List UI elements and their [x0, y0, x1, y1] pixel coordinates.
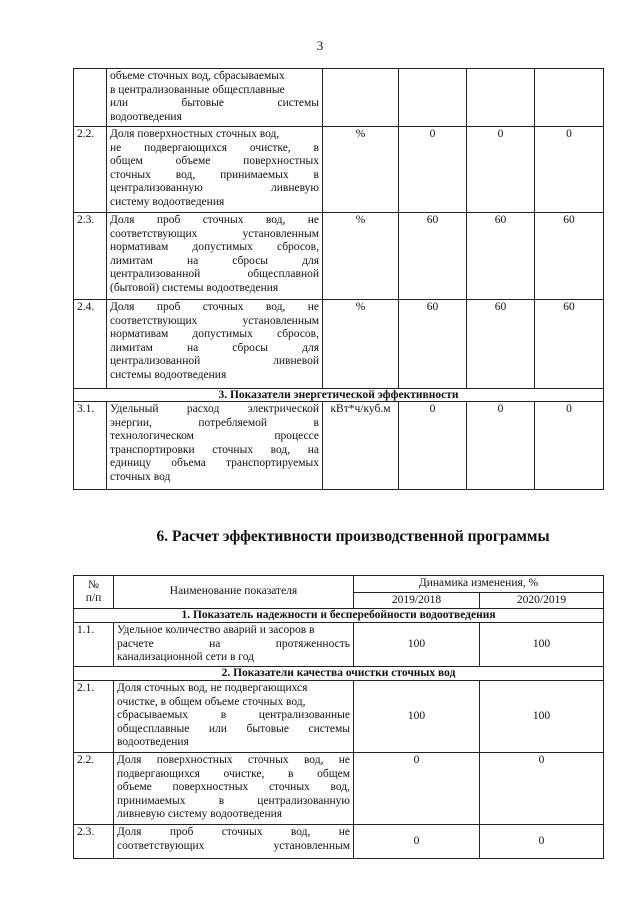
efficiency-table: [73, 575, 604, 859]
header-dynamics: Динамика изменения, %: [354, 576, 604, 593]
value-cell: 0: [480, 825, 604, 859]
value-cell: 0: [535, 402, 604, 490]
text-line: нормативам допустимых сбросов,: [110, 328, 319, 340]
header-col-2019: 2019/2018: [354, 592, 480, 609]
row-num: 2.4.: [74, 300, 107, 389]
table-row: [74, 402, 604, 490]
value-cell: 60: [399, 213, 467, 300]
text-line: энергии, потребляемой в: [110, 416, 319, 429]
row-description: [107, 402, 323, 490]
text-line: централизованной ливневой: [110, 355, 319, 367]
table-row: [74, 623, 604, 667]
row-description: [114, 753, 354, 825]
text-line: транспортировки сточных вод, на: [110, 443, 319, 456]
row-description: [107, 213, 323, 300]
row-num: 2.3.: [74, 213, 107, 300]
unit-cell: %: [323, 127, 399, 213]
value-cell: 100: [480, 623, 604, 667]
text-line: расчете на протяженность: [117, 637, 350, 650]
text-line: не подвергающихся очистке, в: [110, 141, 319, 154]
value-cell: [467, 69, 535, 127]
section-heading: 6. Расчет эффективности производственной программы: [156, 528, 550, 545]
value-cell: 0: [480, 753, 604, 825]
section-header-row: [74, 667, 604, 681]
value-cell: 60: [535, 213, 604, 300]
section-header-row: [74, 609, 604, 623]
text-line: Доля поверхностных сточных вод,: [110, 128, 280, 140]
row-description: [114, 681, 354, 753]
text-line: Доля проб сточных вод, не: [110, 214, 319, 226]
value-cell: 0: [399, 127, 467, 213]
value-cell: [535, 69, 604, 127]
text-line: водоотведения: [117, 736, 189, 748]
text-line: сточных вод, принимаемых в: [110, 168, 319, 181]
text-line: Доля поверхностных сточных вод, не: [117, 754, 350, 766]
text-line: в централизованные общесплавные: [110, 83, 285, 96]
value-cell: 60: [399, 300, 467, 389]
text-line: объеме поверхностных сточных вод,: [117, 781, 350, 793]
text-line: или бытовые системы: [110, 97, 319, 109]
value-cell: 100: [354, 681, 480, 753]
row-description: [107, 127, 323, 213]
row-description: [107, 69, 323, 127]
value-cell: 0: [535, 127, 604, 213]
text-line: Доля проб сточных вод, не: [117, 826, 350, 838]
indicators-table: [73, 68, 604, 490]
unit-cell: %: [323, 213, 399, 300]
value-cell: 100: [480, 681, 604, 753]
unit-cell: кВт*ч/куб.м: [323, 402, 399, 490]
row-description: [107, 300, 323, 389]
value-cell: 60: [467, 213, 535, 300]
header-row: [74, 576, 604, 593]
text-line: централизованную ливневую: [110, 182, 319, 194]
unit-cell: [323, 69, 399, 127]
table-row: [74, 681, 604, 753]
text-line: Удельное количество аварий и засоров в: [117, 624, 315, 636]
text-line: лимитам на сбросы для: [110, 254, 319, 267]
section-header-row: [74, 389, 604, 402]
value-cell: 0: [467, 402, 535, 490]
text-line: Доля проб сточных вод, не: [110, 301, 319, 313]
value-cell: [399, 69, 467, 127]
text-line: канализационной сети в год: [117, 651, 254, 663]
text-line: лимитам на сбросы для: [110, 341, 319, 354]
text-line: соответствующих установленным: [117, 839, 350, 852]
text-line: сбрасываемых в централизованные: [117, 709, 350, 721]
row-num: 2.2.: [74, 753, 114, 825]
header-col-2020: 2020/2019: [480, 592, 604, 609]
table-row: [74, 213, 604, 300]
table-row: [74, 825, 604, 859]
text-line: общесплавные или бытовые системы: [117, 722, 350, 735]
text-line: принимаемых в централизованную: [117, 794, 350, 807]
text-line: ливневую систему водоотведения: [117, 808, 283, 820]
table-row: [74, 127, 604, 213]
value-cell: 0: [399, 402, 467, 490]
text-line: подвергающихся очистке, в общем: [117, 767, 350, 780]
text-line: технологическом процессе: [110, 430, 319, 442]
value-cell: 60: [467, 300, 535, 389]
table-row: [74, 753, 604, 825]
row-description: [114, 623, 354, 667]
row-num: 2.3.: [74, 825, 114, 859]
row-num: 2.2.: [74, 127, 107, 213]
row-num: 2.1.: [74, 681, 114, 753]
row-description: [114, 825, 354, 859]
text-line: единицу объема транспортируемых: [110, 457, 319, 469]
row-num-cell: [74, 69, 107, 127]
row-num: 1.1.: [74, 623, 114, 667]
section-title: 3. Показатели энергетической эффективности: [74, 389, 604, 402]
text-line: сточных вод: [110, 470, 171, 483]
text-line: соответствующих установленным: [110, 314, 319, 327]
text-line: водоотведения: [110, 110, 182, 123]
page-number: 3: [316, 38, 324, 53]
value-cell: 0: [467, 127, 535, 213]
text-line: соответствующих установленным: [110, 227, 319, 240]
table-row: [74, 300, 604, 389]
text-line: общем объеме поверхностных: [110, 155, 319, 167]
header-num: № п/п: [74, 576, 114, 609]
text-line: объеме сточных вод, сбрасываемых: [110, 70, 285, 82]
header-name: Наименование показателя: [114, 576, 354, 609]
section-title: 2. Показатели качества очистки сточных вод: [74, 667, 604, 681]
text-line: систему водоотведения: [110, 195, 225, 208]
text-line: (бытовой) системы водоотведения: [110, 281, 279, 294]
value-cell: 0: [354, 753, 480, 825]
value-cell: 60: [535, 300, 604, 389]
text-line: нормативам допустимых сбросов,: [110, 241, 319, 253]
row-num: 3.1.: [74, 402, 107, 490]
unit-cell: %: [323, 300, 399, 389]
value-cell: 100: [354, 623, 480, 667]
text-line: очистке, в общем объеме сточных вод,: [117, 695, 306, 708]
value-cell: 0: [354, 825, 480, 859]
text-line: системы водоотведения: [110, 368, 227, 381]
text-line: Удельный расход электрической: [110, 403, 319, 415]
text-line: централизованной общесплавной: [110, 268, 319, 280]
section-title: 1. Показатель надежности и бесперебойности водоотведения: [74, 609, 604, 623]
table-row: [74, 69, 604, 127]
text-line: Доля сточных вод, не подвергающихся: [117, 682, 308, 694]
